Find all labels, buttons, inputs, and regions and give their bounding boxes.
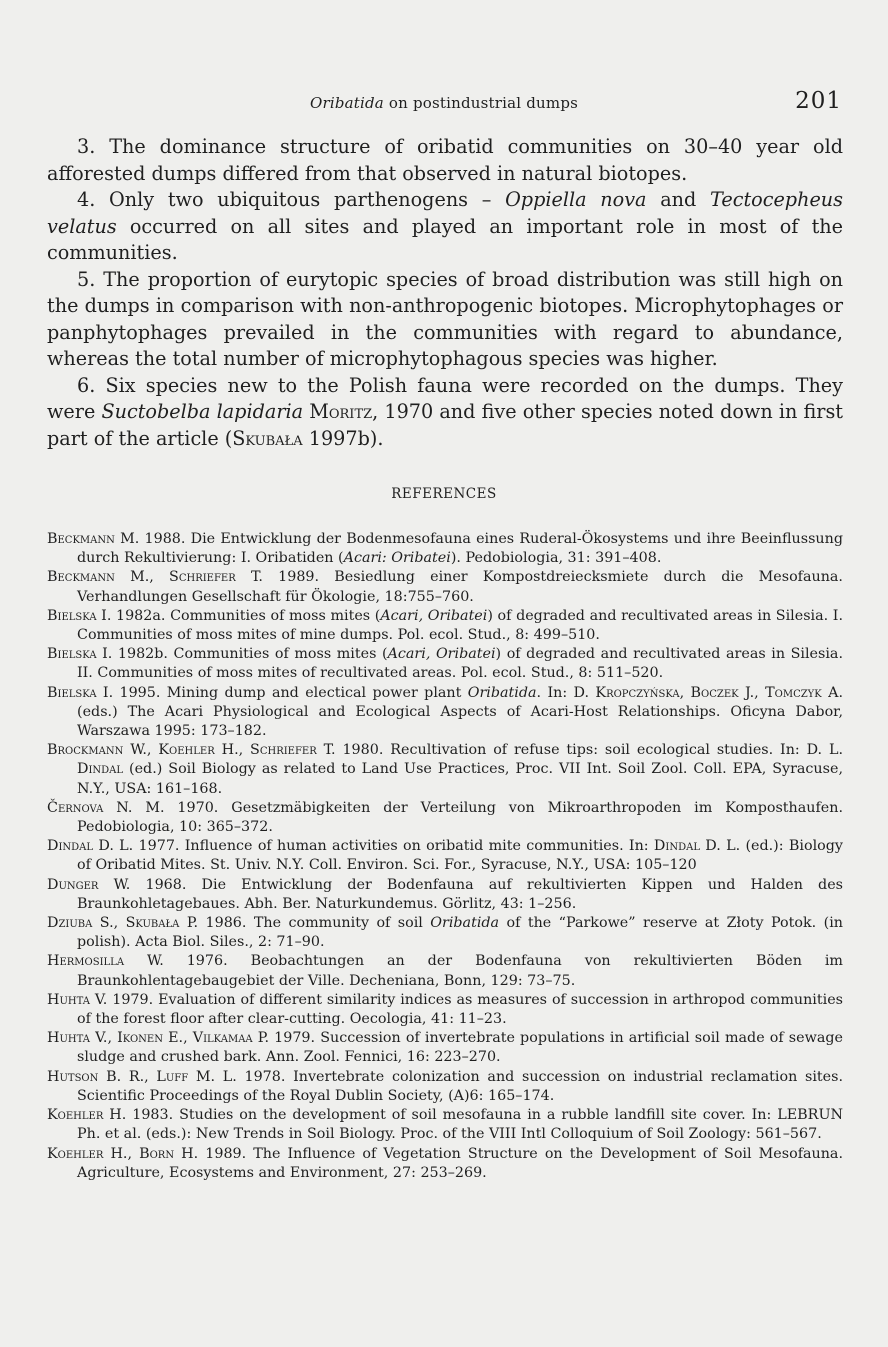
reference-entry (47, 530, 843, 568)
text-run: W. 1976. Beobachtungen an der Bodenfauna von rekultivierten Böden im Braunkohlentagebaugebiet der Ville. Decheniana, Bonn, 129: 73–75. (77, 953, 843, 989)
author-name: Dindal (77, 761, 124, 778)
author-name: Schriefer (250, 742, 317, 759)
text-run: B. R., (98, 1068, 157, 1085)
text-run: ) of degraded and recultivated areas in Silesia. I. Communities of moss mites of mine dumps. Pol. ecol. Stud., 8: 499–510. (77, 607, 843, 644)
text-run: 1997b). (302, 426, 384, 450)
author-name: Bielska (47, 646, 97, 663)
text-run: D. L. (ed.): Biology of Oribatid Mites. St. Univ. N.Y. Coll. Environ. Sci. For., Syracuse, N.Y., USA: 105–120 (77, 838, 843, 874)
reference-entry (47, 1145, 843, 1183)
running-title-rest: on postindustrial dumps (383, 94, 579, 112)
running-header (0, 90, 888, 120)
reference-entry (47, 837, 843, 875)
author-name: Huhta (47, 991, 90, 1008)
author-name: Bielska (47, 684, 97, 701)
author-name: Bielska (47, 607, 97, 624)
text-run: I. 1995. Mining dump and electical power plant (96, 684, 468, 701)
text-run: M. 1988. Die Entwicklung der Bodenmesofauna eines Ruderal-Ökosystems und ihre Beeinflussung durch Rekultivierung: I. Oribatiden ( (77, 531, 843, 567)
reference-entry (47, 1068, 843, 1106)
author-name: Luff (156, 1068, 189, 1085)
author-name: Dindal (47, 838, 94, 855)
text-run: . In: D. (536, 684, 596, 701)
author-name: Skubała (125, 915, 180, 932)
italic-run: Acari: Oribatei (343, 550, 451, 567)
author-name: Kropczyńska (595, 684, 680, 701)
italic-run: Acari, Oribatei (380, 607, 488, 624)
text-run: 4. Only two ubiquitous parthenogens – (77, 188, 506, 211)
text-run: (ed.) Soil Biology as related to Land Use Practices, Proc. VII Int. Soil Zool. Coll. EPA, Syracuse, N.Y., USA: 161–168. (77, 761, 843, 797)
reference-entry (47, 1029, 843, 1067)
text-run: of the “Parkowe” reserve at Złoty Potok. (in polish). Acta Biol. Siles., 2: 71–90. (77, 915, 843, 951)
text-run: ) of degraded and recultivated areas in Silesia. II. Communities of moss mites of recultivated areas. Pol. ecol. Stud., 8: 511–520. (77, 646, 843, 682)
text-run: H., (214, 742, 251, 759)
italic-run: Oppiella nova (505, 188, 647, 211)
author-name: Huhta (47, 1030, 90, 1047)
author-name: Koehler (158, 742, 215, 759)
reference-entry (47, 741, 843, 799)
author-name: Vilkamaa (192, 1030, 253, 1047)
text-run: I. 1982a. Communities of moss mites ( (96, 607, 381, 624)
italic-run: Oribatida (467, 684, 537, 701)
author-name: Beckmann (47, 569, 115, 586)
author-name: Koehler (47, 1107, 104, 1124)
text-run: E., (162, 1030, 193, 1047)
author-name: Tomczyk (765, 684, 822, 701)
text-run: J., (738, 684, 766, 701)
running-title-italic: Oribatida (309, 94, 384, 112)
text-run: , (679, 684, 691, 701)
page-number: 201 (795, 88, 842, 114)
text-run: M. L. 1978. Invertebrate colonization and succession on industrial reclamation sites. Scientific Proceedings of the Royal Dublin Society, (A)6: 165–174. (77, 1068, 844, 1104)
text-run: H. 1989. The Influence of Vegetation Structure on the Development of Soil Mesofauna. Agriculture, Ecosystems and Environment, 27: 253–269. (77, 1145, 843, 1181)
text-run: I. 1982b. Communities of moss mites ( (96, 646, 388, 663)
text-run: ). Pedobiologia, 31: 391–408. (450, 550, 662, 567)
text-run: T. 1989. Besiedlung einer Kompostdreiecksmiete durch die Mesofauna. Verhandlungen Gesellschaft für Ökologie, 18:755–760. (77, 569, 843, 605)
author-name: Dunger (47, 876, 99, 893)
italic-run: Oribatida (430, 915, 500, 932)
text-run: 3. The dominance structure of oribatid communities on 30–40 year old afforested dumps differed from that observed in natural biotopes. (47, 135, 843, 185)
author-name: Dindal (653, 838, 700, 855)
reference-entry (47, 684, 843, 742)
text-run: W., (123, 742, 159, 759)
conclusion-paragraph (47, 373, 843, 453)
author-name: Dziuba (47, 915, 93, 932)
reference-entry (47, 645, 843, 683)
text-run: T. 1980. Recultivation of refuse tips: soil ecological studies. In: D. L. (316, 742, 843, 759)
reference-entry (47, 568, 843, 606)
text-run: occurred on all sites and played an important role in most of the communities. (47, 214, 843, 264)
conclusions-text (47, 134, 843, 452)
author-name: Černova (47, 799, 104, 816)
author-name: Koehler (47, 1145, 104, 1162)
author-name: Moritz (309, 400, 373, 423)
italic-run: Tectocepheus velatus (47, 188, 844, 238)
text-run: P. 1979. Succession of invertebrate populations in artificial soil made of sewage sludge and crushed bark. Ann. Zool. Fennici, 16: 223–270. (77, 1030, 843, 1066)
text-run: , 1970 and five other species noted down in first part of the article ( (47, 400, 844, 450)
text-run: and (646, 188, 711, 211)
author-name: Brockmann (47, 742, 124, 759)
text-run: A. (eds.) The Acari Physiological and Ecological Aspects of Acari-Host Relationships. Oficyna Dabor, Warszawa 1995: 173–182. (77, 684, 843, 740)
running-title (0, 94, 888, 112)
text-run: D. L. 1977. Influence of human activities on oribatid mite communities. In: (93, 838, 654, 855)
author-name: Hutson (47, 1068, 99, 1085)
text-run: S., (92, 915, 126, 932)
author-name: Skubała (232, 426, 303, 450)
conclusion-paragraph (47, 267, 843, 373)
conclusion-paragraph (47, 187, 843, 267)
author-name: Schriefer (169, 569, 236, 586)
text-run: V. 1979. Evaluation of different similarity indices as measures of succession in arthropod communities of the forest floor after clear-cutting. Oecologia, 41: 11–23. (77, 991, 843, 1028)
author-name: Ikonen (117, 1030, 163, 1047)
text-run: H. 1983. Studies on the development of soil mesofauna in a rubble landfill site cover. In: LEBRUN Ph. et al. (eds.): New Trends in Soil Biology. Proc. of the VIII Intl Colloquium of Soil Zoology: 561–567. (77, 1107, 843, 1143)
text-run: V., (89, 1030, 118, 1047)
text-run: P. 1986. The community of soil (179, 915, 431, 932)
reference-entry (47, 799, 843, 837)
text-run: 6. Six species new to the Polish fauna were recorded on the dumps. They were (47, 373, 843, 423)
reference-entry (47, 991, 843, 1029)
reference-entry (47, 952, 843, 990)
author-name: Beckmann (47, 531, 115, 547)
italic-run: Acari, Oribatei (387, 646, 496, 663)
text-run: W. 1968. Die Entwicklung der Bodenfauna auf rekultivierten Kippen und Halden des Braunkohletagebaues. Abh. Ber. Naturkundemus. Görlitz, 43: 1–256. (77, 876, 843, 912)
text-run: M., (114, 569, 170, 586)
reference-entry (47, 876, 843, 914)
reference-entry (47, 914, 843, 952)
author-name: Boczek (690, 684, 739, 701)
reference-entry (47, 1106, 843, 1144)
conclusion-paragraph (47, 134, 843, 187)
text-run: H., (103, 1145, 140, 1162)
text-run: 5. The proportion of eurytopic species of broad distribution was still high on the dumps in comparison with non-anthropogenic biotopes. Microphytophages or panphytophages prevailed in the communities with regard to abundance, whereas the total number of microphytophagous species was higher. (47, 267, 843, 370)
author-name: Hermosilla (47, 953, 125, 970)
reference-entry (47, 607, 843, 645)
text-run: N. M. 1970. Gesetzmäbigkeiten der Verteilung von Mikroarthropoden im Komposthaufen. Pedobiologia, 10: 365–372. (77, 799, 843, 836)
author-name: Born (139, 1145, 175, 1162)
references-list (47, 530, 843, 1183)
italic-run: Suctobelba lapidaria (101, 400, 304, 423)
references-heading: REFERENCES (391, 486, 497, 502)
